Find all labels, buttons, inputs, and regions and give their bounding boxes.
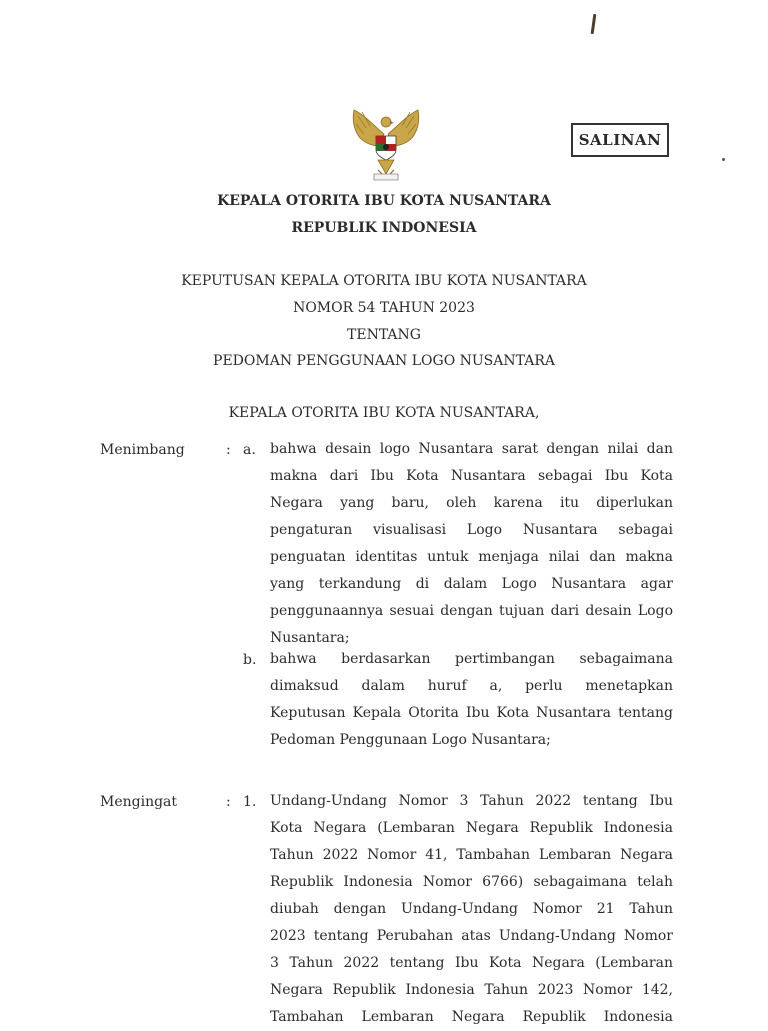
mengingat-item-1-marker: 1. — [243, 794, 257, 810]
text-line: makna dari Ibu Kota Nusantara sebagai Ibu Kota — [270, 468, 673, 484]
text-line: Negara Republik Indonesia Tahun 2023 Nomor 142, — [270, 982, 673, 998]
decree-title: KEPUTUSAN KEPALA OTORITA IBU KOTA NUSANTARA — [181, 273, 587, 289]
mengingat-item-1-text — [270, 788, 673, 1031]
text-line: bahwa desain logo Nusantara sarat dengan nilai dan — [270, 441, 673, 457]
text-line: 2023 tentang Perubahan atas Undang-Undang Nomor — [270, 928, 673, 944]
text-line: Kota Negara (Lembaran Negara Republik Indonesia — [270, 820, 673, 836]
menimbang-item-b-text — [270, 646, 673, 754]
text-line: diubah dengan Undang-Undang Nomor 21 Tahun — [270, 901, 673, 917]
mengingat-label: Mengingat — [100, 794, 178, 810]
text-line: Keputusan Kepala Otorita Ibu Kota Nusantara tentang — [270, 705, 673, 721]
scan-artifact-mark — [591, 14, 597, 34]
text-line: pengaturan visualisasi Logo Nusantara sebagai — [270, 522, 673, 538]
text-line: Nusantara; — [270, 630, 350, 646]
menimbang-colon: : — [226, 442, 231, 458]
text-line: penggunaannya sesuai dengan tujuan dari desain Logo — [270, 603, 673, 619]
text-line: Tambahan Lembaran Negara Republik Indonesia — [270, 1009, 673, 1025]
menimbang-item-a-marker: a. — [243, 442, 256, 458]
salinan-stamp: SALINAN — [571, 123, 669, 157]
menimbang-label: Menimbang — [100, 442, 185, 458]
text-line: Pedoman Penggunaan Logo Nusantara; — [270, 732, 551, 748]
decree-subject: PEDOMAN PENGGUNAAN LOGO NUSANTARA — [213, 353, 555, 369]
decree-about: TENTANG — [347, 327, 421, 343]
menimbang-item-a-text — [270, 436, 673, 652]
scan-artifact-speck — [722, 158, 725, 161]
institution-line-1: KEPALA OTORITA IBU KOTA NUSANTARA — [217, 193, 551, 209]
decree-issuer: KEPALA OTORITA IBU KOTA NUSANTARA, — [228, 405, 540, 421]
text-line: Undang-Undang Nomor 3 Tahun 2022 tentang Ibu — [270, 793, 673, 809]
text-line: Negara yang baru, oleh karena itu diperlukan — [270, 495, 673, 511]
text-line: bahwa berdasarkan pertimbangan sebagaimana — [270, 651, 673, 667]
menimbang-item-b-marker: b. — [243, 652, 257, 668]
text-line: Republik Indonesia Nomor 6766) sebagaimana telah — [270, 874, 673, 890]
text-line: 3 Tahun 2022 tentang Ibu Kota Negara (Lembaran — [270, 955, 673, 971]
garuda-emblem-icon — [344, 104, 428, 186]
text-line: Tahun 2022 Nomor 41, Tambahan Lembaran Negara — [270, 847, 673, 863]
text-line: penguatan identitas untuk menjaga nilai dan makna — [270, 549, 673, 565]
institution-line-2: REPUBLIK INDONESIA — [291, 220, 477, 236]
mengingat-colon: : — [226, 794, 231, 810]
decree-number: NOMOR 54 TAHUN 2023 — [293, 300, 475, 316]
text-line: dimaksud dalam huruf a, perlu menetapkan — [270, 678, 673, 694]
text-line: yang terkandung di dalam Logo Nusantara agar — [270, 576, 673, 592]
